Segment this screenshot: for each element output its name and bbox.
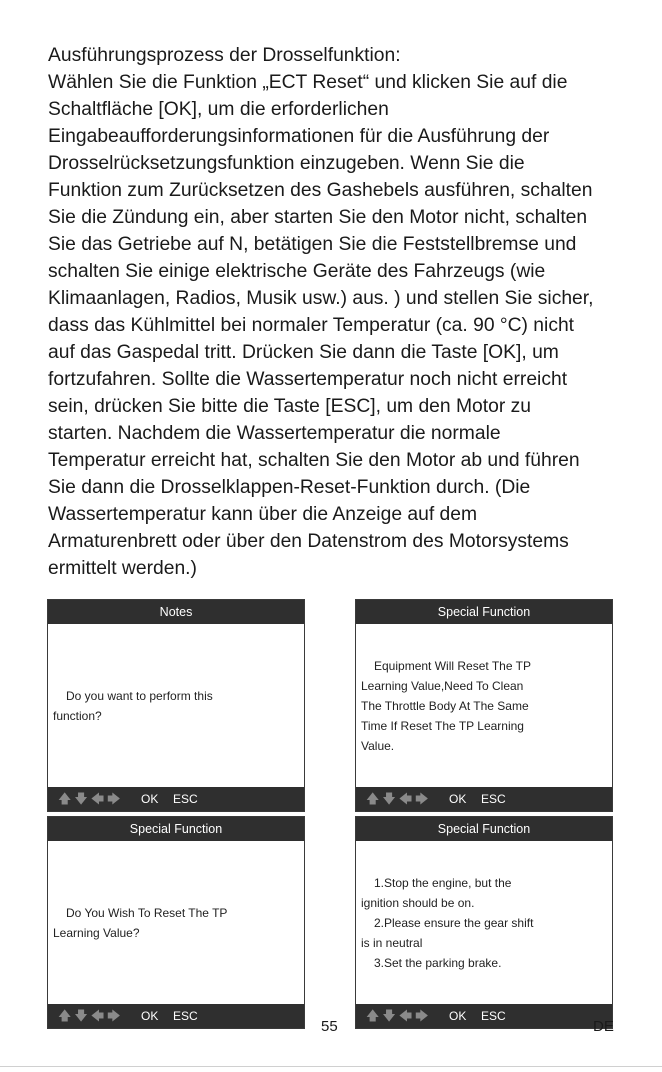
- screen-message: [53, 624, 300, 787]
- screen-footer: [48, 787, 304, 811]
- message-line: Do you want to perform this: [66, 688, 213, 703]
- text-line: Wählen Sie die Funktion „ECT Reset“ und klicken Sie auf die: [48, 72, 568, 93]
- screen-footer: [48, 1004, 304, 1028]
- text-line: schalten Sie einige elektrische Geräte des Fahrzeugs (wie: [48, 261, 546, 282]
- ok-key-label: OK: [449, 792, 467, 806]
- esc-key-label: ESC: [481, 792, 506, 806]
- text-line: starten. Nachdem die Wassertemperatur die normale: [48, 423, 501, 444]
- text-line: Sie das Getriebe auf N, betätigen Sie die Feststellbremse und: [48, 234, 577, 255]
- language-code: DE: [593, 1018, 614, 1035]
- text-line: Drosselrücksetzungsfunktion einzugeben. Wenn Sie die: [48, 153, 525, 174]
- text-line: ermittelt werden.): [48, 558, 197, 579]
- text-line: Funktion zum Zurücksetzen des Gashebels ausführen, schalten: [48, 180, 593, 201]
- screen-title: Notes: [48, 600, 304, 624]
- message-line: Learning Value?: [53, 925, 140, 940]
- message-line: is in neutral: [361, 935, 423, 950]
- arrow-keys-icon: 🡅🡇🡄🡆: [366, 1008, 432, 1023]
- screen-footer: [356, 787, 612, 811]
- text-line: Sie die Zündung ein, aber starten Sie den Motor nicht, schalten: [48, 207, 588, 228]
- text-line: sein, drücken Sie bitte die Taste [ESC], um den Motor zu: [48, 396, 531, 417]
- ok-key-label: OK: [141, 792, 159, 806]
- text-line: Sie dann die Drosselklappen-Reset-Funktion durch. (Die: [48, 477, 531, 498]
- text-line: Klimaanlagen, Radios, Musik usw.) aus. ) und stellen Sie sicher,: [48, 288, 594, 309]
- message-line: Equipment Will Reset The TP: [374, 658, 531, 673]
- page-number: 55: [321, 1018, 338, 1035]
- text-line: Wassertemperatur kann über die Anzeige auf dem: [48, 504, 478, 525]
- ok-key-label: OK: [141, 1009, 159, 1023]
- screen-special-function-steps: [355, 816, 613, 1029]
- ok-key-label: OK: [449, 1009, 467, 1023]
- message-line: Value.: [361, 738, 395, 753]
- screen-title: Special Function: [48, 817, 304, 841]
- arrow-keys-icon: 🡅🡇🡄🡆: [58, 791, 124, 806]
- text-line: Armaturenbrett oder über den Datenstrom des Motorsystems: [48, 531, 569, 552]
- screen-message: [361, 841, 608, 1004]
- message-line: 3.Set the parking brake.: [374, 955, 502, 970]
- text-line: Schaltfläche [OK], um die erforderlichen: [48, 99, 389, 120]
- screen-special-function-warning: [355, 599, 613, 812]
- message-line: ignition should be on.: [361, 895, 475, 910]
- message-line: The Throttle Body At The Same: [361, 698, 529, 713]
- message-line: Do You Wish To Reset The TP: [66, 905, 228, 920]
- screen-message: [361, 624, 608, 787]
- message-line: 1.Stop the engine, but the: [374, 875, 512, 890]
- screen-footer: [356, 1004, 612, 1028]
- arrow-keys-icon: 🡅🡇🡄🡆: [366, 791, 432, 806]
- screen-special-function-confirm: [47, 816, 305, 1029]
- esc-key-label: ESC: [173, 792, 198, 806]
- esc-key-label: ESC: [481, 1009, 506, 1023]
- screen-notes: [47, 599, 305, 812]
- arrow-keys-icon: 🡅🡇🡄🡆: [58, 1008, 124, 1023]
- message-line: Learning Value,Need To Clean: [361, 678, 524, 693]
- bottom-divider: [0, 1066, 662, 1067]
- esc-key-label: ESC: [173, 1009, 198, 1023]
- text-line: Temperatur erreicht hat, schalten Sie den Motor ab und führen: [48, 450, 580, 471]
- screen-title: Special Function: [356, 817, 612, 841]
- message-line: Time If Reset The TP Learning: [361, 718, 524, 733]
- text-line: dass das Kühlmittel bei normaler Temperatur (ca. 90 °C) nicht: [48, 315, 575, 336]
- text-line: Ausführungsprozess der Drosselfunktion:: [48, 45, 401, 66]
- instruction-text: [48, 42, 628, 582]
- text-line: Eingabeaufforderungsinformationen für die Ausführung der: [48, 126, 550, 147]
- message-line: function?: [53, 708, 102, 723]
- screen-message: [53, 841, 300, 1004]
- screen-title: Special Function: [356, 600, 612, 624]
- text-line: auf das Gaspedal tritt. Drücken Sie dann die Taste [OK], um: [48, 342, 559, 363]
- text-line: fortzufahren. Sollte die Wassertemperatur noch nicht erreicht: [48, 369, 568, 390]
- message-line: 2.Please ensure the gear shift: [374, 915, 534, 930]
